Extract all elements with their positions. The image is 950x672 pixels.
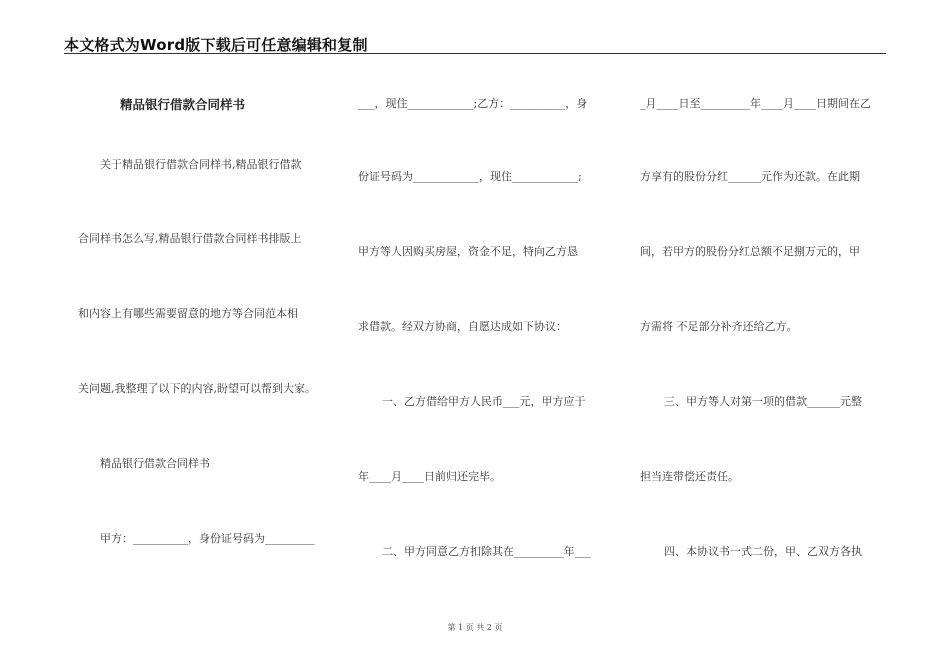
- paragraph-line: 年____月____日前归还完毕。: [358, 470, 501, 483]
- paragraph-line: 一、乙方借给甲方人民币___元，甲方应于: [382, 395, 586, 408]
- paragraph-line: 方需将 不足部分补齐还给乙方。: [640, 320, 798, 333]
- paragraph-line: 合同样书怎么写,精品银行借款合同样书排版上: [78, 232, 302, 245]
- paragraph-line: 四、本协议书一式二份，甲、乙双方各执: [664, 545, 862, 558]
- paragraph-line: 关于精品银行借款合同样书,精品银行借款: [100, 158, 302, 171]
- paragraph-line: 方享有的股份分红______元作为还款。在此期: [640, 170, 860, 183]
- section-heading: 精品银行借款合同样书: [100, 457, 210, 470]
- paragraph-line: 和内容上有哪些需要留意的地方等合同范本相: [78, 307, 298, 320]
- paragraph-line: 份证号码为____________，现住____________;: [358, 170, 582, 183]
- paragraph-line: 关问题,我整理了以下的内容,盼望可以帮到大家。: [78, 382, 316, 395]
- paragraph-line: 担当连带偿还责任。: [640, 470, 739, 483]
- paragraph-line: 间，若甲方的股份分红总额不足捌万元的，甲: [640, 245, 860, 258]
- document-header: 本文格式为Word版下载后可任意编辑和复制: [64, 36, 368, 54]
- page-number: 第 1 页 共 2 页: [447, 623, 503, 632]
- paragraph-line: _月____日至_________年____月____日期间在乙: [640, 97, 871, 110]
- paragraph-line: ___，现住____________;乙方：__________，身: [358, 97, 588, 110]
- document-title: 精品银行借款合同样书: [120, 97, 246, 112]
- paragraph-line: 求借款。经双方协商，自愿达成如下协议：: [358, 320, 567, 333]
- paragraph-line: 二、甲方同意乙方扣除其在_________年___: [382, 545, 591, 558]
- paragraph-line: 三、甲方等人对第一项的借款______元整: [664, 395, 862, 408]
- header-divider: [64, 53, 886, 54]
- paragraph-line: 甲方等人因购买房屋，资金不足，特向乙方恳: [358, 245, 578, 258]
- paragraph-line: 甲方：__________，身份证号码为_________: [100, 532, 315, 545]
